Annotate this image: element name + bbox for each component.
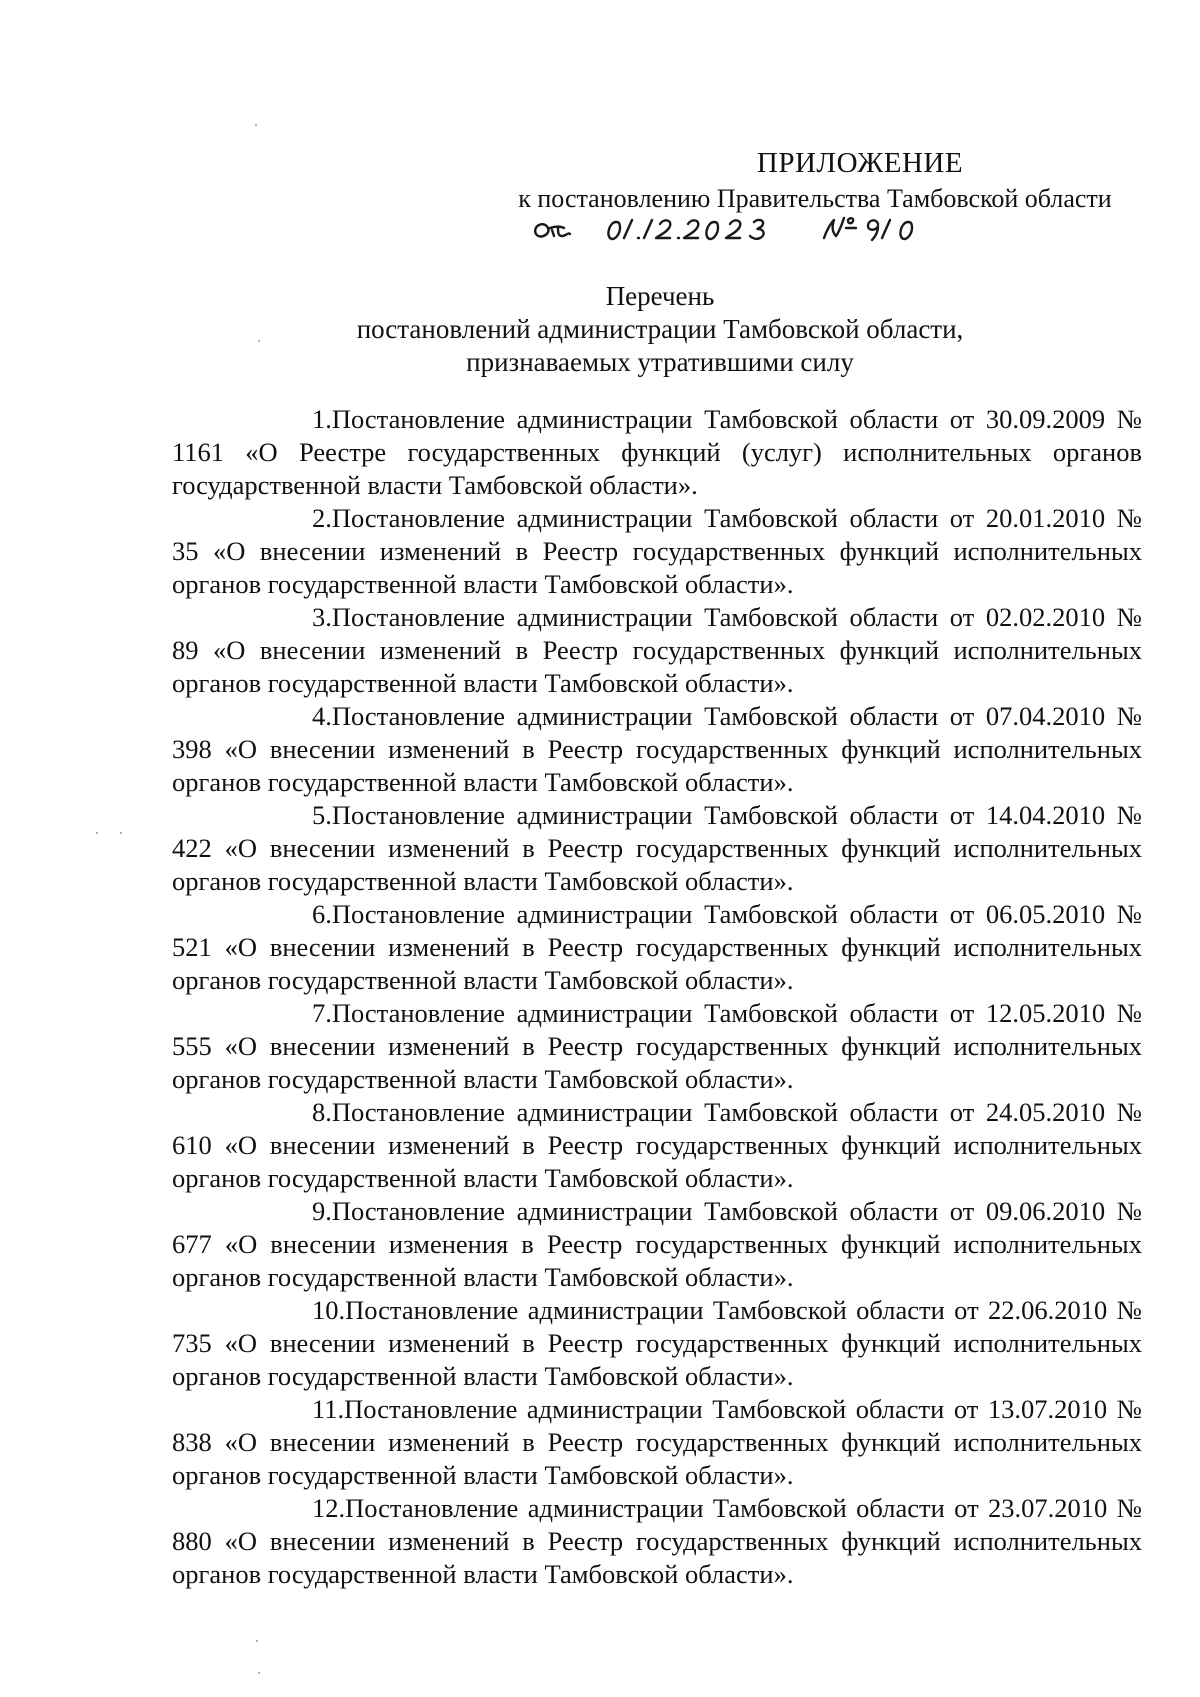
item-text: Постановление администрации Тамбовской области от 02.02.2010 № 89 «О внесении изменений в Реестр государственных функций исполнительных органов государственной власти Тамбовской области». xyxy=(172,602,1142,698)
item-number: 6. xyxy=(312,899,332,929)
item-text: Постановление администрации Тамбовской области от 14.04.2010 № 422 «О внесении изменений в Реестр государственных функций исполнительных органов государственной власти Тамбовской области». xyxy=(172,800,1142,896)
item-number: 9. xyxy=(312,1196,332,1226)
list-title-line-1: Перечень xyxy=(605,281,715,311)
item-text: Постановление администрации Тамбовской области от 07.04.2010 № 398 «О внесении изменений в Реестр государственных функций исполнительных органов государственной власти Тамбовской области». xyxy=(172,701,1142,797)
scan-speck xyxy=(255,124,257,126)
annex-title: ПРИЛОЖЕНИЕ xyxy=(756,147,964,179)
list-title xyxy=(160,280,1160,379)
list-item xyxy=(172,1393,1142,1492)
scan-speck xyxy=(256,1640,258,1642)
item-number: 11. xyxy=(312,1394,345,1424)
list-item xyxy=(172,700,1142,799)
scan-speck xyxy=(120,832,122,834)
resolutions-list xyxy=(172,403,1142,1591)
list-item xyxy=(172,1492,1142,1591)
item-text: Постановление администрации Тамбовской области от 12.05.2010 № 555 «О внесении изменений в Реестр государственных функций исполнительных органов государственной власти Тамбовской области». xyxy=(172,998,1142,1094)
item-text: Постановление администрации Тамбовской области от 23.07.2010 № 880 «О внесении изменений в Реестр государственных функций исполнительных органов государственной власти Тамбовской области». xyxy=(172,1493,1142,1589)
item-text: Постановление администрации Тамбовской области от 09.06.2010 № 677 «О внесении изменения в Реестр государственных функций исполнительных органов государственной власти Тамбовской области». xyxy=(172,1196,1142,1292)
item-number: 4. xyxy=(312,701,332,731)
list-item xyxy=(172,898,1142,997)
list-item xyxy=(172,1096,1142,1195)
scan-speck xyxy=(96,832,98,834)
list-item xyxy=(172,1195,1142,1294)
list-item xyxy=(172,403,1142,502)
item-text: Постановление администрации Тамбовской области от 24.05.2010 № 610 «О внесении изменений в Реестр государственных функций исполнительных органов государственной власти Тамбовской области». xyxy=(172,1097,1142,1193)
item-text: Постановление администрации Тамбовской области от 06.05.2010 № 521 «О внесении изменений в Реестр государственных функций исполнительных органов государственной власти Тамбовской области». xyxy=(172,899,1142,995)
list-title-line-2: постановлений администрации Тамбовской области, xyxy=(356,314,964,344)
item-number: 3. xyxy=(312,602,332,632)
item-number: 2. xyxy=(312,503,332,533)
list-item xyxy=(172,997,1142,1096)
item-text: Постановление администрации Тамбовской области от 22.06.2010 № 735 «О внесении изменений в Реестр государственных функций исполнительных органов государственной власти Тамбовской области». xyxy=(172,1295,1142,1391)
list-item xyxy=(172,1294,1142,1393)
item-text: Постановление администрации Тамбовской области от 20.01.2010 № 35 «О внесении изменений в Реестр государственных функций исполнительных органов государственной власти Тамбовской области». xyxy=(172,503,1142,599)
item-text: Постановление администрации Тамбовской области от 30.09.2009 № 1161 «О Реестре государственных функций (услуг) исполнительных органов государственной власти Тамбовской области». xyxy=(172,404,1142,500)
item-number: 7. xyxy=(312,998,332,1028)
scan-speck xyxy=(258,1672,260,1674)
item-number: 10. xyxy=(312,1295,346,1325)
list-item xyxy=(172,502,1142,601)
item-text: Постановление администрации Тамбовской области от 13.07.2010 № 838 «О внесении изменений в Реестр государственных функций исполнительных органов государственной власти Тамбовской области». xyxy=(172,1394,1142,1490)
annex-subtitle: к постановлению Правительства Тамбовской области xyxy=(518,184,1112,213)
item-number: 1. xyxy=(312,404,332,434)
list-item xyxy=(172,799,1142,898)
handwritten-date-number xyxy=(528,202,968,252)
item-number: 8. xyxy=(312,1097,332,1127)
item-number: 5. xyxy=(312,800,332,830)
list-title-line-3: признаваемых утратившими силу xyxy=(466,347,854,377)
scan-speck xyxy=(258,340,260,342)
list-item xyxy=(172,601,1142,700)
item-number: 12. xyxy=(312,1493,346,1523)
